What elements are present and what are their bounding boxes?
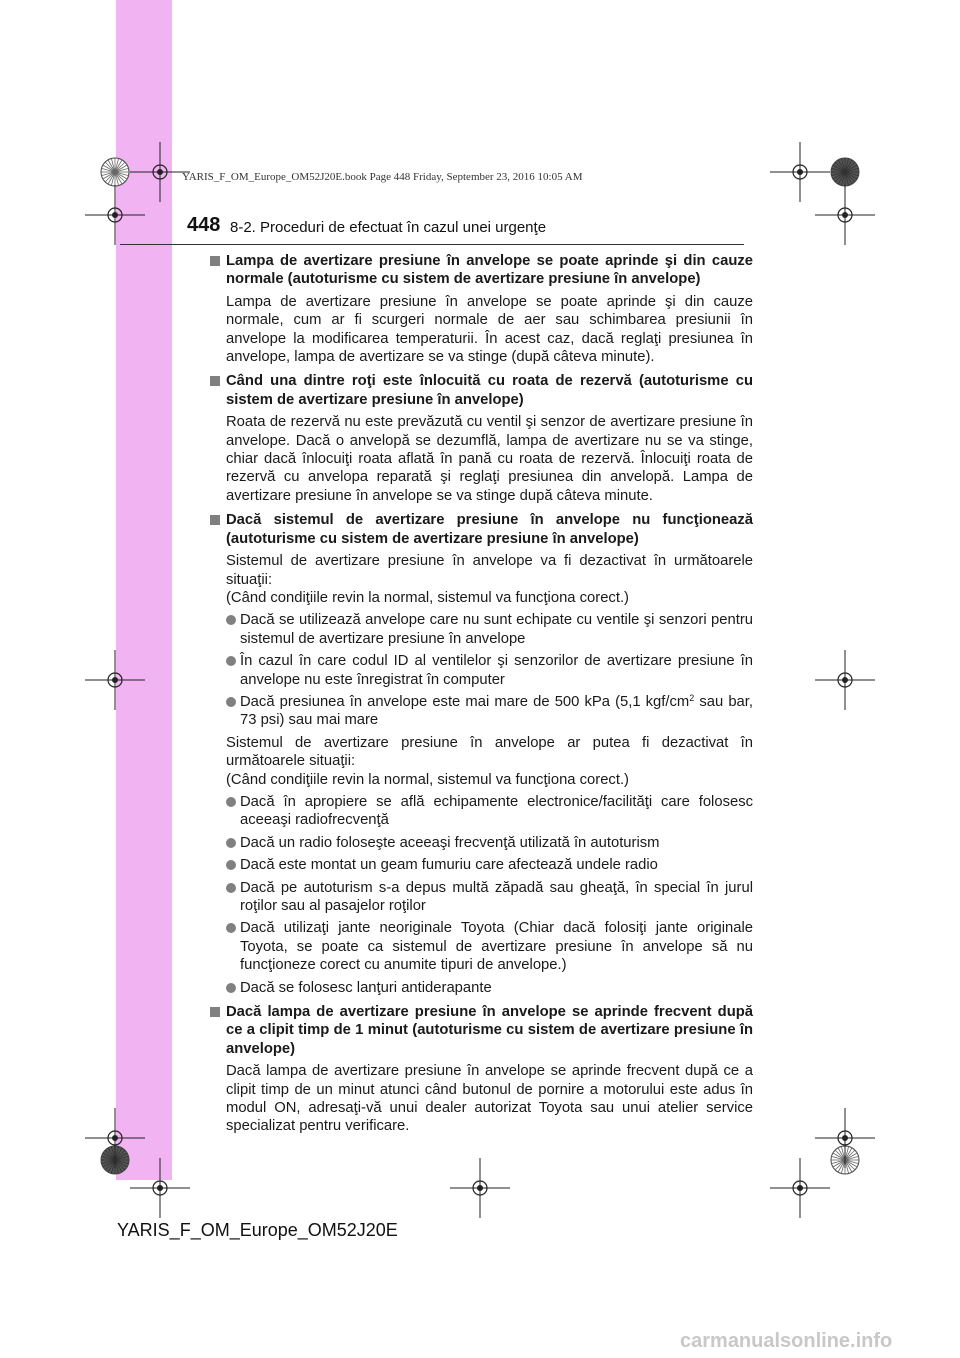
- section-heading: [208, 1003, 753, 1058]
- list-item: [208, 834, 753, 852]
- section-heading-text: Când una dintre roţi este înlocuită cu roata de rezervă (autoturisme cu sistem de avertizare presiune în anvelope): [226, 373, 753, 408]
- list-item: [208, 652, 753, 689]
- crosshair-dot: [797, 1185, 803, 1191]
- square-bullet-icon: [210, 1007, 220, 1017]
- section-mid-note: (Când condiţiile revin la normal, sistemul va funcţiona corect.): [226, 771, 629, 788]
- list-item-text: Dacă în apropiere se află echipamente electronice/facilităţi care folosesc aceeaşi radiofrecvenţă: [240, 793, 753, 829]
- list-item: [208, 879, 753, 916]
- list-item: [208, 856, 753, 874]
- section-system-not-working: [208, 511, 753, 997]
- round-bullet-icon: [226, 883, 236, 893]
- round-bullet-icon: [226, 860, 236, 870]
- section-intro: Sistemul de avertizare presiune în anvelope va fi dezactivat în următoarele situaţii:: [226, 553, 753, 588]
- crosshair-dot: [112, 1135, 118, 1141]
- section-spare-wheel: [208, 372, 753, 505]
- round-bullet-icon: [226, 797, 236, 807]
- section-intro-note: (Când condiţiile revin la normal, sistemul va funcţiona corect.): [226, 589, 629, 606]
- crosshair-dot: [797, 169, 803, 175]
- watermark: carmanualsonline.info: [680, 1330, 893, 1352]
- list-item: [208, 919, 753, 974]
- document-code: YARIS_F_OM_Europe_OM52J20E: [117, 1220, 398, 1240]
- section-mid: Sistemul de avertizare presiune în anvelope ar putea fi dezactivat în următoarele situaţii:: [226, 734, 753, 770]
- round-bullet-icon: [226, 615, 236, 625]
- page-number: 448: [187, 214, 221, 236]
- square-bullet-icon: [210, 515, 220, 525]
- superscript: 2: [689, 692, 695, 703]
- list-item-text: Dacă se folosesc lanţuri antiderapante: [240, 979, 492, 996]
- header-rule: [120, 244, 744, 245]
- section-paragraph: Lampa de avertizare presiune în anvelope se poate aprinde şi din cauze normale, cum ar fi scurgeri normale de aer sau schimbarea presiunii în anvelope la modificarea temperaturii. În acest caz, dacă reglaţi presiunea în anvelope, lampa de avertizare se va stinge (după câteva minute).: [226, 293, 753, 366]
- list-item-text: În cazul în care codul ID al ventilelor şi senzorilor de avertizare presiune în anvelope nu este înregistrat în computer: [240, 653, 753, 688]
- crosshair-dot: [477, 1185, 483, 1191]
- round-bullet-icon: [226, 838, 236, 848]
- list-item-text: sau bar, 73 psi) sau mai mare: [240, 693, 753, 729]
- section-paragraph: Roata de rezervă nu este prevăzută cu ventil şi senzor de avertizare presiune în anvelope. Dacă o anvelopă se dezumflă, lampa de avertizare nu se va stinge, chiar dacă înlocuiţi roata aflată în pană cu roata de rezervă. Înlocuiţi roata de rezervă cu anvelopa reparată şi reglaţi presiunea din anvelopă. Lampa de avertizare presiune în anvelope se va stinge după câteva minute.: [226, 414, 753, 504]
- crosshair-dot: [157, 1185, 163, 1191]
- round-bullet-icon: [226, 656, 236, 666]
- list-item: [208, 793, 753, 830]
- section-heading-text: Dacă lampa de avertizare presiune în anvelope se aprinde frecvent după ce a clipit timp de 1 minut (autoturisme cu sistem de avertizare presiune în anvelope): [226, 1004, 753, 1057]
- section-title: 8-2. Proceduri de efectuat în cazul unei urgenţe: [230, 219, 547, 236]
- round-bullet-icon: [226, 923, 236, 933]
- crosshair-dot: [157, 169, 163, 175]
- list-item-text: Dacă presiunea în anvelope este mai mare de 500 kPa (5,1 kgf/cm: [240, 693, 690, 710]
- section-heading: [208, 252, 753, 289]
- print-header: YARIS_F_OM_Europe_OM52J20E.book Page 448 Friday, September 23, 2016 10:05 AM: [182, 171, 583, 183]
- crosshair-dot: [842, 212, 848, 218]
- crosshair-dot: [112, 677, 118, 683]
- section-normal-causes: [208, 252, 753, 366]
- list-item-text: Dacă este montat un geam fumuriu care afectează undele radio: [240, 857, 658, 874]
- square-bullet-icon: [210, 256, 220, 266]
- crosshair-dot: [112, 212, 118, 218]
- section-paragraph: Dacă lampa de avertizare presiune în anvelope se aprinde frecvent după ce a clipit timp de un minut atunci când butonul de pornire a motorului este adus în modul ON, adresaţi-vă unui dealer autorizat Toyota sau unui atelier service specializat pentru verificare.: [226, 1063, 753, 1135]
- list-item-text: Dacă utilizaţi jante neoriginale Toyota (Chiar dacă folosiţi jante originale Toyota, se poate ca sistemul de avertizare presiune în anvelope să nu funcţioneze corect cu anumite tipuri de anvelope.): [240, 920, 753, 974]
- section-frequent-lamp: [208, 1003, 753, 1136]
- round-bullet-icon: [226, 697, 236, 707]
- list-item: [208, 979, 753, 997]
- section-heading-text: Dacă sistemul de avertizare presiune în anvelope nu funcţionează (autoturisme cu sistem de avertizare presiune în anvelope): [226, 512, 753, 547]
- section-heading: [208, 511, 753, 548]
- list-item: [208, 693, 753, 730]
- list-item-text: Dacă un radio foloseşte aceeaşi frecvenţă utilizată în autoturism: [240, 834, 660, 851]
- crosshair-dot: [842, 1135, 848, 1141]
- round-bullet-icon: [226, 983, 236, 993]
- list-item-text: Dacă pe autoturism s-a depus multă zăpadă sau gheaţă, în special în jurul roţilor sau al pasajelor roţilor: [240, 879, 753, 914]
- section-heading: [208, 372, 753, 409]
- list-item-text: Dacă se utilizează anvelope care nu sunt echipate cu ventile şi senzori pentru sistemul de avertizare presiune în anvelope: [240, 612, 753, 647]
- list-item: [208, 611, 753, 648]
- section-heading-text: Lampa de avertizare presiune în anvelope se poate aprinde şi din cauze normale (autoturisme cu sistem de avertizare presiune în anvelope): [226, 253, 753, 288]
- square-bullet-icon: [210, 376, 220, 386]
- crosshair-dot: [842, 677, 848, 683]
- page-body: [208, 252, 753, 1142]
